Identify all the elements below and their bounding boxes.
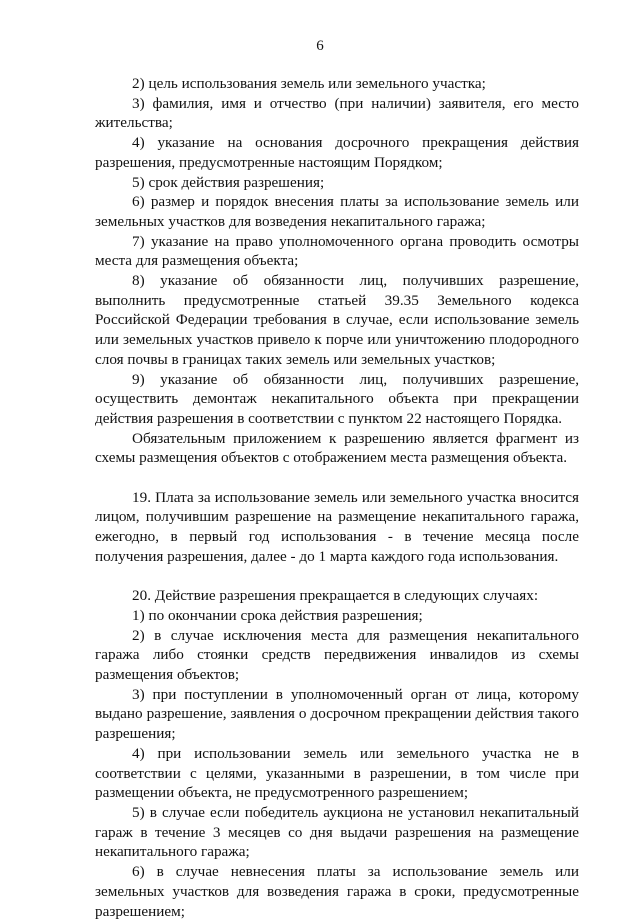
list-item-validity-term: 5) срок действия разрешения; xyxy=(132,173,325,191)
page-number: 6 xyxy=(316,38,324,54)
list-item-inspection-right: 7) указание на право уполномоченного органа проводить осмотры места для размещения объекта; xyxy=(95,232,579,270)
list-item-dismantling-obligation: 9) указание об обязанности лиц, получивших разрешение, осуществить демонтаж некапитального объекта при прекращении действия разрешения в соответствии с пунктом 22 настоящего Порядка. xyxy=(95,370,579,427)
list-item-purpose: 2) цель использования земель или земельного участка; xyxy=(132,75,486,92)
list-item-termination-grounds: 4) указание на основания досрочного прекращения действия разрешения, предусмотренные настоящим Порядком; xyxy=(95,134,579,171)
clause-20-heading: 20. Действие разрешения прекращается в следующих случаях: xyxy=(132,587,539,605)
list-item-non-payment: 6) в случае невнесения платы за использование земель или земельных участков для возведения гаража в сроки, предусмотренные разрешением; xyxy=(95,863,579,920)
list-item-payment: 6) размер и порядок внесения платы за использование земель или земельных участков для возведения некапитального гаража; xyxy=(95,193,579,230)
list-item-term-expiry: 1) по окончании срока действия разрешения; xyxy=(132,606,423,624)
list-item-scheme-exclusion: 2) в случае исключения места для размещения некапитального гаража либо стоянки средств передвижения инвалидов из схемы размещения объектов; xyxy=(95,626,579,684)
list-item-garage-not-installed: 5) в случае если победитель аукциона не установил некапитальный гараж в течение 3 месяцев со дня выдачи разрешения на размещение некапитального гаража; xyxy=(95,803,579,861)
list-item-improper-use: 4) при использовании земель или земельного участка не в соответствии с целями, указанными в разрешении, в том числе при размещении объекта, не предусмотренного разрешением; xyxy=(95,744,579,802)
document-body xyxy=(95,74,579,921)
paragraph-spacer xyxy=(95,468,579,488)
paragraph-spacer xyxy=(95,567,579,587)
list-item-applicant-name: 3) фамилия, имя и отчество (при наличии) заявителя, его место жительства; xyxy=(95,94,579,132)
list-item-soil-obligation: 8) указание об обязанности лиц, получивших разрешение, выполнить предусмотренные статьей 39.35 Земельного кодекса Российской Федерации требования в случае, если использование земель или земельных участков привело к порче или уничтожению плодородного слоя почвы в границах таких земель или земельных участков; xyxy=(95,272,579,368)
list-item-early-termination-request: 3) при поступлении в уполномоченный орган от лица, которому выдано разрешение, заявления о досрочном прекращении действия такого разрешения; xyxy=(95,685,579,743)
mandatory-annex-paragraph: Обязательным приложением к разрешению является фрагмент из схемы размещения объектов с отображением места размещения объекта. xyxy=(95,429,579,467)
clause-19-paragraph: 19. Плата за использование земель или земельного участка вносится лицом, получившим разрешение на размещение некапитального гаража, ежегодно, в первый год использования - в течение месяца после получения разрешения, далее - до 1 марта каждого года использования. xyxy=(95,488,579,565)
